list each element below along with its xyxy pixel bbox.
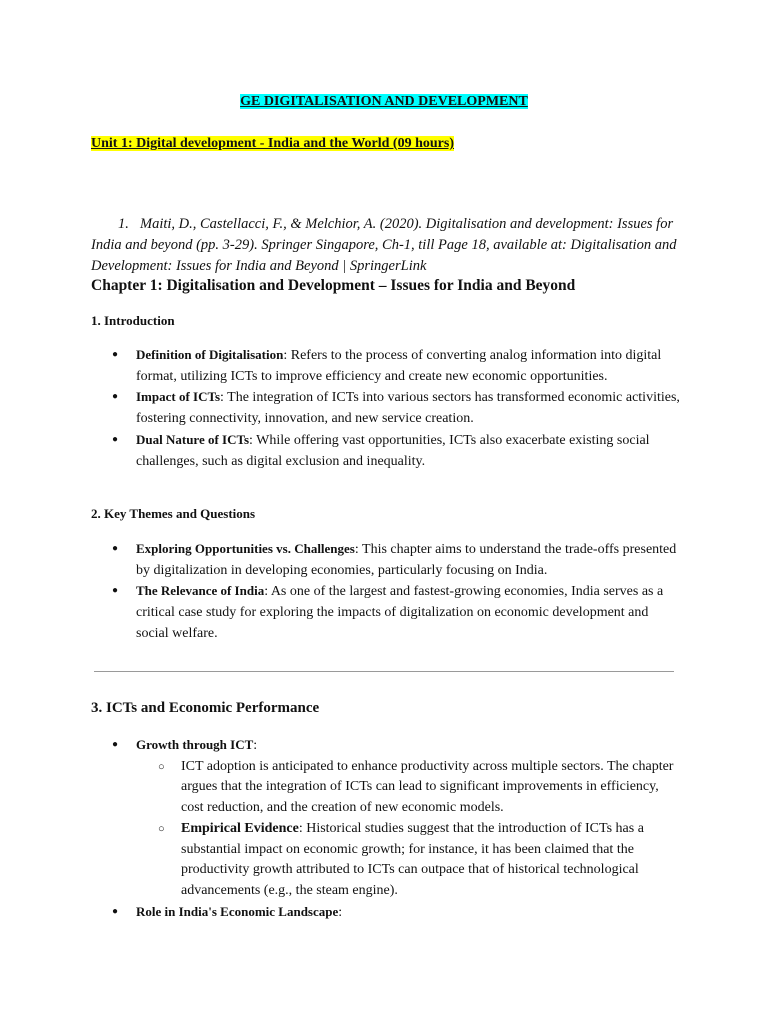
sublist-item — [136, 757, 681, 819]
list-item-text: : While offering vast opportunities, ICTs also exacerbate existing social challenges, such as digital exclusion and inequality. — [136, 432, 650, 469]
list-item — [91, 387, 681, 429]
list-item-term: Definition of Digitalisation — [136, 347, 284, 362]
list-item-text: : This chapter aims to understand the trade-offs presented by digitalization in developing economies, particularly focusing on India. — [136, 542, 677, 578]
chapter-heading: Chapter 1: Digitalisation and Development – Issues for India and Beyond — [91, 277, 576, 294]
reference-number: 1. — [118, 216, 129, 232]
section-heading-key-themes: 2. Key Themes and Questions — [91, 506, 256, 521]
list-item — [91, 902, 681, 924]
sublist-item-text: : Historical studies suggest that the introduction of ICTs has a substantial impact on economic growth; for instance, it has been claimed that the productivity growth attributed to ICTs can outpace that of historical technological advancements (e.g., the steam engine). — [181, 820, 644, 898]
document-title-text: GE DIGITALISATION AND DEVELOPMENT — [240, 94, 528, 109]
growth-sublist — [136, 757, 681, 902]
economic-performance-list — [91, 735, 681, 923]
sublist-item — [136, 819, 681, 902]
list-item-term: Role in India's Economic Landscape — [136, 903, 339, 919]
list-item — [91, 345, 681, 387]
list-item-term: The Relevance of India — [136, 583, 265, 599]
list-item — [91, 430, 681, 472]
list-item-term: Exploring Opportunities vs. Challenges — [136, 541, 355, 556]
list-item — [91, 581, 681, 644]
list-item — [91, 735, 681, 902]
list-item-text: : As one of the largest and fastest-growing economies, India serves as a critical case study for exploring the impacts of digitalization on economic development and social welfare. — [136, 584, 664, 641]
sublist-item-text: ICT adoption is anticipated to enhance productivity across multiple sectors. The chapter argues that the integration of ICTs can lead to significant improvements in efficiency, cost reduction, and the creation of new economic models. — [181, 758, 674, 816]
unit-title-text: Unit 1: Digital development - India and the World (09 hours) — [91, 136, 454, 151]
introduction-list — [91, 345, 681, 472]
section-heading-introduction: 1. Introduction — [91, 313, 175, 328]
reference-entry — [91, 214, 691, 277]
list-item-term: Impact of ICTs — [136, 389, 221, 405]
list-item-term: Dual Nature of ICTs — [136, 431, 250, 447]
list-item-text: : The integration of ICTs into various sectors has transformed economic activities, fostering connectivity, innovation, and new service creation. — [136, 390, 680, 427]
section-heading-icts-economic-performance: 3. ICTs and Economic Performance — [91, 700, 320, 716]
document-title — [0, 92, 768, 112]
key-themes-list — [91, 539, 681, 645]
unit-title — [91, 134, 454, 154]
reference-text: Maiti, D., Castellacci, F., & Melchior, A. (2020). Digitalisation and development: Issues for India and beyond (pp. 3-29). Springer Singapore, Ch-1, till Page 18, available at: Digitalisation and Development: Issues for India and Beyond | SpringerLink — [91, 216, 677, 274]
list-item-text: : Refers to the process of converting analog information into digital format, utilizing ICTs to improve efficiency and create new economic opportunities. — [136, 348, 662, 384]
sublist-item-term: Empirical Evidence — [181, 820, 299, 836]
list-item — [91, 539, 681, 581]
horizontal-divider — [94, 671, 674, 672]
list-item-text: : — [253, 738, 258, 753]
list-item-term: Growth through ICT — [136, 737, 254, 752]
list-item-text: : — [338, 904, 343, 920]
